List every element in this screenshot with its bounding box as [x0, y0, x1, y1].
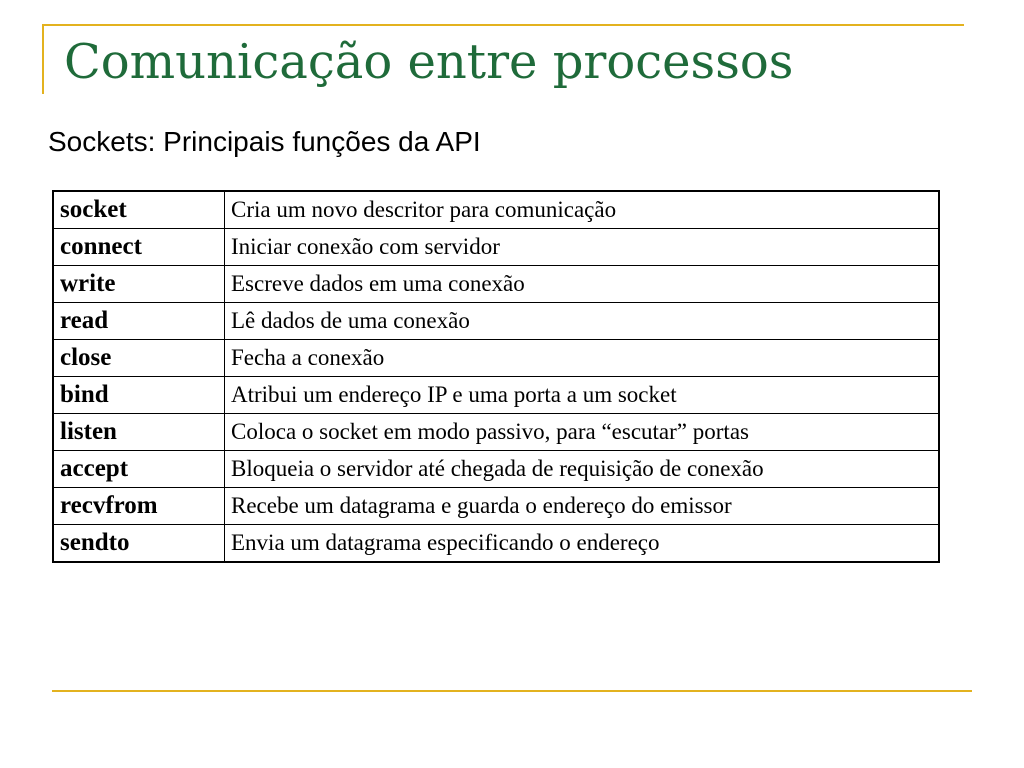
function-name-cell: bind — [53, 377, 225, 414]
function-name-cell: socket — [53, 191, 225, 229]
function-description-cell: Lê dados de uma conexão — [225, 303, 940, 340]
table-row — [53, 229, 939, 266]
function-name-cell: read — [53, 303, 225, 340]
function-name-cell: connect — [53, 229, 225, 266]
table-row — [53, 377, 939, 414]
table-row — [53, 488, 939, 525]
table-row — [53, 266, 939, 303]
function-description-cell: Atribui um endereço IP e uma porta a um socket — [225, 377, 940, 414]
title-frame-left-line — [42, 24, 44, 94]
table-row — [53, 451, 939, 488]
function-description-cell: Fecha a conexão — [225, 340, 940, 377]
function-description-cell: Coloca o socket em modo passivo, para “escutar” portas — [225, 414, 940, 451]
slide-subtitle: Sockets: Principais funções da API — [48, 126, 481, 157]
function-description-cell: Bloqueia o servidor até chegada de requisição de conexão — [225, 451, 940, 488]
table-row — [53, 340, 939, 377]
function-name-cell: listen — [53, 414, 225, 451]
function-description-cell: Cria um novo descritor para comunicação — [225, 191, 940, 229]
function-description-cell: Envia um datagrama especificando o endereço — [225, 525, 940, 563]
function-name-cell: close — [53, 340, 225, 377]
table-row — [53, 414, 939, 451]
table-row — [53, 525, 939, 563]
slide-title: Comunicação entre processos — [64, 34, 794, 90]
function-name-cell: recvfrom — [53, 488, 225, 525]
function-description-cell: Iniciar conexão com servidor — [225, 229, 940, 266]
function-name-cell: accept — [53, 451, 225, 488]
function-name-cell: write — [53, 266, 225, 303]
function-name-cell: sendto — [53, 525, 225, 563]
footer-divider-line — [52, 690, 972, 692]
function-description-cell: Escreve dados em uma conexão — [225, 266, 940, 303]
title-frame-top-line — [42, 24, 964, 26]
api-functions-table — [52, 190, 940, 563]
table-row — [53, 303, 939, 340]
function-description-cell: Recebe um datagrama e guarda o endereço do emissor — [225, 488, 940, 525]
table-row — [53, 191, 939, 229]
